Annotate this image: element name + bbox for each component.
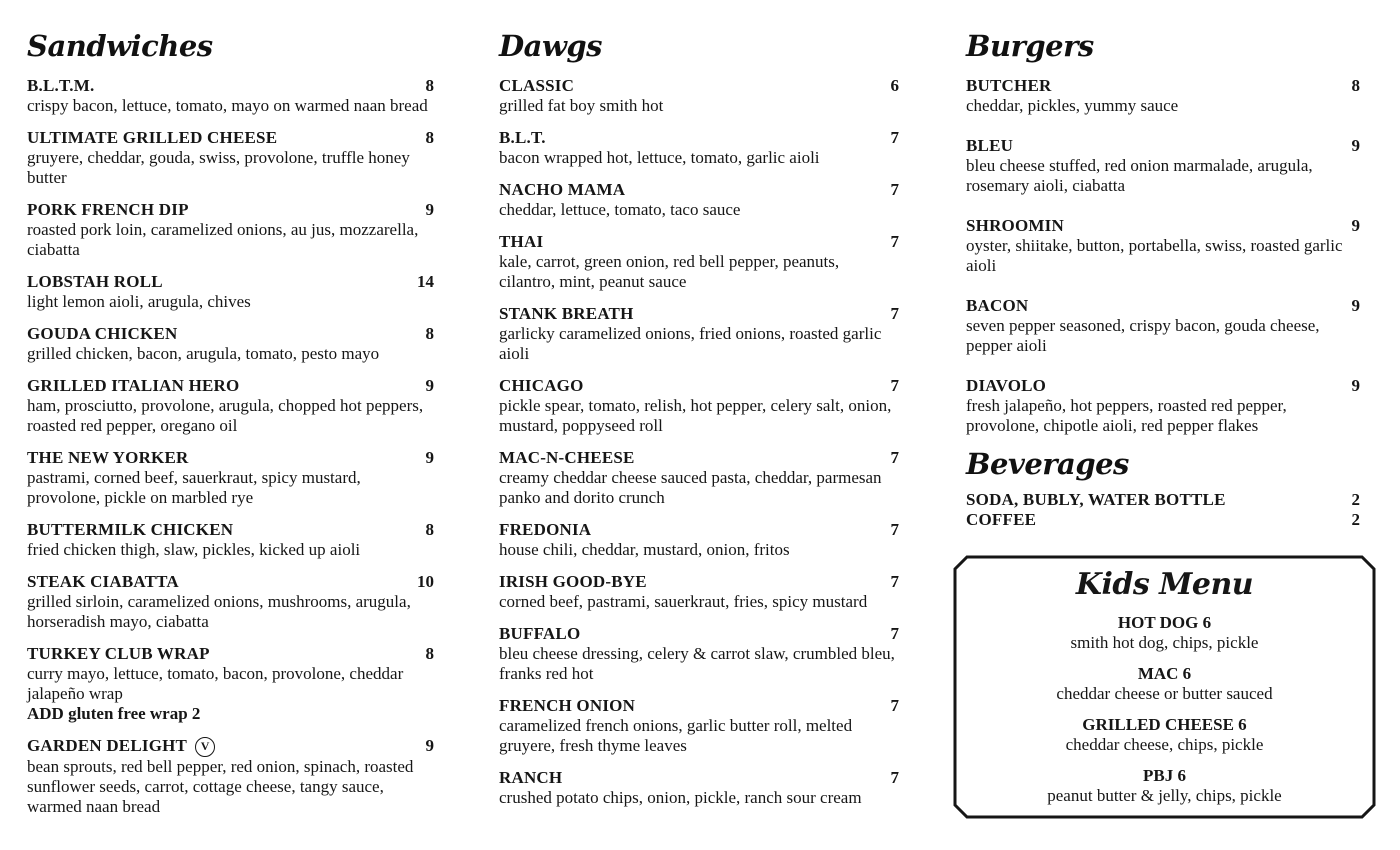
item-name: GOUDA CHICKEN xyxy=(27,324,178,343)
menu-item xyxy=(966,296,1360,356)
item-name: THAI xyxy=(499,232,544,251)
item-name: SODA, BUBLY, WATER BOTTLE xyxy=(966,490,1226,509)
item-name: PORK FRENCH DIP xyxy=(27,200,189,219)
item-name: COFFEE xyxy=(966,510,1037,529)
item-price: 9 xyxy=(425,448,434,467)
item-description: cheddar, lettuce, tomato, taco sauce xyxy=(499,200,741,219)
item-name: RANCH xyxy=(499,768,563,787)
item-description: cheddar, pickles, yummy sauce xyxy=(966,96,1179,115)
item-description: roasted pork loin, caramelized onions, au jus, mozzarella, ciabatta xyxy=(27,220,419,259)
menu-item xyxy=(27,376,434,436)
item-name: CLASSIC xyxy=(499,76,575,95)
item-description: bacon wrapped hot, lettuce, tomato, garlic aioli xyxy=(499,148,820,167)
menu-item xyxy=(499,128,899,168)
menu-item xyxy=(499,304,899,364)
item-name: IRISH GOOD-BYE xyxy=(499,572,647,591)
item-name: BUTTERMILK CHICKEN xyxy=(27,520,234,539)
item-price: 10 xyxy=(417,572,434,591)
item-description: grilled sirloin, caramelized onions, mushrooms, arugula, horseradish mayo, ciabatta xyxy=(27,592,411,631)
kids-menu-content xyxy=(953,555,1376,817)
dawgs-title: Dawgs xyxy=(499,29,603,63)
kids-item-description: smith hot dog, chips, pickle xyxy=(1070,633,1259,652)
item-price: 8 xyxy=(425,324,434,343)
item-name: TURKEY CLUB WRAP xyxy=(27,644,210,663)
kids-item-description: cheddar cheese or butter sauced xyxy=(1056,684,1273,703)
menu-item xyxy=(27,644,434,724)
item-price: 8 xyxy=(425,128,434,147)
item-name: THE NEW YORKER xyxy=(27,448,189,467)
item-description: seven pepper seasoned, crispy bacon, gouda cheese, pepper aioli xyxy=(966,316,1320,355)
item-name: B.L.T. xyxy=(499,128,546,147)
item-price: 2 xyxy=(1351,510,1360,529)
menu-item xyxy=(27,736,434,817)
kids-item-name: MAC 6 xyxy=(1137,664,1192,683)
item-price: 9 xyxy=(425,376,434,395)
item-price: 7 xyxy=(890,180,899,199)
item-price: 8 xyxy=(425,76,434,95)
kids-item xyxy=(953,613,1376,653)
kids-item-name: GRILLED CHEESE 6 xyxy=(1082,715,1247,734)
menu-item xyxy=(499,376,899,436)
item-name: B.L.T.M. xyxy=(27,76,95,95)
menu-item xyxy=(27,324,434,364)
item-price: 7 xyxy=(890,572,899,591)
item-price: 7 xyxy=(890,376,899,395)
beverages-title: Beverages xyxy=(966,447,1129,481)
vegetarian-icon: V xyxy=(195,737,215,757)
burgers-column xyxy=(966,26,1360,530)
item-price: 9 xyxy=(1351,376,1360,395)
item-description: crushed potato chips, onion, pickle, ranch sour cream xyxy=(499,788,862,807)
item-price: 7 xyxy=(890,304,899,323)
item-description: corned beef, pastrami, sauerkraut, fries, spicy mustard xyxy=(499,592,868,611)
item-description: bleu cheese stuffed, red onion marmalade, arugula, rosemary aioli, ciabatta xyxy=(966,156,1313,195)
menu-item xyxy=(499,448,899,508)
item-name: NACHO MAMA xyxy=(499,180,626,199)
menu-item xyxy=(966,76,1360,116)
item-name: DIAVOLO xyxy=(966,376,1047,395)
item-name: GRILLED ITALIAN HERO xyxy=(27,376,240,395)
item-name: BUFFALO xyxy=(499,624,581,643)
item-name: FRENCH ONION xyxy=(499,696,636,715)
item-price: 9 xyxy=(425,200,434,219)
menu-item xyxy=(499,76,899,116)
menu-item xyxy=(27,200,434,260)
item-description: fresh jalapeño, hot peppers, roasted red pepper, provolone, chipotle aioli, red pepper flakes xyxy=(966,396,1287,435)
kids-menu-title: Kids Menu xyxy=(1075,567,1254,602)
sandwiches-column xyxy=(27,26,434,829)
item-name: STEAK CIABATTA xyxy=(27,572,179,591)
item-price: 9 xyxy=(1351,296,1360,315)
item-description: fried chicken thigh, slaw, pickles, kicked up aioli xyxy=(27,540,361,559)
item-price: 7 xyxy=(890,520,899,539)
item-price: 7 xyxy=(890,624,899,643)
burgers-title: Burgers xyxy=(966,29,1094,63)
kids-menu-box xyxy=(953,555,1376,819)
item-price: 9 xyxy=(425,736,434,755)
item-description: pickle spear, tomato, relish, hot pepper, celery salt, onion, mustard, poppyseed roll xyxy=(499,396,892,435)
item-description: bleu cheese dressing, celery & carrot slaw, crumbled bleu, franks red hot xyxy=(499,644,895,683)
item-addon: ADD gluten free wrap 2 xyxy=(27,704,201,723)
kids-item xyxy=(953,715,1376,755)
item-price: 8 xyxy=(1351,76,1360,95)
kids-item-name: PBJ 6 xyxy=(1143,766,1186,785)
menu-item xyxy=(966,376,1360,436)
menu-item xyxy=(499,180,899,220)
item-description: gruyere, cheddar, gouda, swiss, provolone, truffle honey butter xyxy=(27,148,410,187)
item-description: crispy bacon, lettuce, tomato, mayo on warmed naan bread xyxy=(27,96,428,115)
menu-item xyxy=(499,572,899,612)
beverage-item xyxy=(966,510,1360,530)
item-description: oyster, shiitake, button, portabella, swiss, roasted garlic aioli xyxy=(966,236,1343,275)
item-description: light lemon aioli, arugula, chives xyxy=(27,292,251,311)
item-price: 9 xyxy=(1351,136,1360,155)
item-description: bean sprouts, red bell pepper, red onion, spinach, roasted sunflower seeds, carrot, cottage cheese, tangy sauce, warmed naan bread xyxy=(27,756,414,816)
menu-item xyxy=(499,520,899,560)
kids-item-name: HOT DOG 6 xyxy=(1117,613,1212,632)
item-name: GARDEN DELIGHT xyxy=(27,736,188,755)
menu-item xyxy=(27,76,434,116)
item-name: BUTCHER xyxy=(966,76,1052,95)
item-price: 8 xyxy=(425,520,434,539)
item-name: BLEU xyxy=(966,136,1014,155)
item-name: LOBSTAH ROLL xyxy=(27,272,163,291)
item-description: kale, carrot, green onion, red bell pepper, peanuts, cilantro, mint, peanut sauce xyxy=(499,252,840,291)
menu-item xyxy=(966,136,1360,196)
item-name: STANK BREATH xyxy=(499,304,634,323)
item-name: SHROOMIN xyxy=(966,216,1064,235)
menu-item xyxy=(499,624,899,684)
item-description: pastrami, corned beef, sauerkraut, spicy mustard, provolone, pickle on marbled rye xyxy=(27,468,361,507)
item-description: caramelized french onions, garlic butter roll, melted gruyere, fresh thyme leaves xyxy=(499,716,853,755)
item-description: house chili, cheddar, mustard, onion, fritos xyxy=(499,540,790,559)
menu-item xyxy=(499,696,899,756)
beverage-item xyxy=(966,490,1360,510)
dawgs-column xyxy=(499,26,899,820)
item-price: 9 xyxy=(1351,216,1360,235)
item-price: 7 xyxy=(890,128,899,147)
kids-item xyxy=(953,664,1376,704)
item-price: 2 xyxy=(1351,490,1360,509)
item-name: ULTIMATE GRILLED CHEESE xyxy=(27,128,278,147)
item-description: creamy cheddar cheese sauced pasta, cheddar, parmesan panko and dorito crunch xyxy=(499,468,882,507)
menu-item xyxy=(499,768,899,808)
kids-item xyxy=(953,766,1376,806)
kids-item-description: cheddar cheese, chips, pickle xyxy=(1065,735,1264,754)
item-price: 7 xyxy=(890,768,899,787)
item-price: 7 xyxy=(890,696,899,715)
item-description: curry mayo, lettuce, tomato, bacon, provolone, cheddar jalapeño wrap xyxy=(27,664,404,703)
item-description: garlicky caramelized onions, fried onions, roasted garlic aioli xyxy=(499,324,882,363)
sandwiches-title: Sandwiches xyxy=(27,29,213,63)
item-description: grilled fat boy smith hot xyxy=(499,96,664,115)
item-name: CHICAGO xyxy=(499,376,584,395)
item-price: 8 xyxy=(425,644,434,663)
item-description: ham, prosciutto, provolone, arugula, chopped hot peppers, roasted red pepper, oregano oil xyxy=(27,396,424,435)
menu-item xyxy=(27,572,434,632)
menu-item xyxy=(27,272,434,312)
menu-item xyxy=(499,232,899,292)
item-price: 14 xyxy=(417,272,434,291)
menu-item xyxy=(966,216,1360,276)
item-name: FREDONIA xyxy=(499,520,592,539)
item-price: 7 xyxy=(890,232,899,251)
menu-item xyxy=(27,128,434,188)
item-price: 6 xyxy=(890,76,899,95)
item-price: 7 xyxy=(890,448,899,467)
kids-item-description: peanut butter & jelly, chips, pickle xyxy=(1047,786,1282,805)
menu-item xyxy=(27,448,434,508)
item-description: grilled chicken, bacon, arugula, tomato, pesto mayo xyxy=(27,344,380,363)
item-name: MAC-N-CHEESE xyxy=(499,448,635,467)
item-name: BACON xyxy=(966,296,1029,315)
menu-item xyxy=(27,520,434,560)
